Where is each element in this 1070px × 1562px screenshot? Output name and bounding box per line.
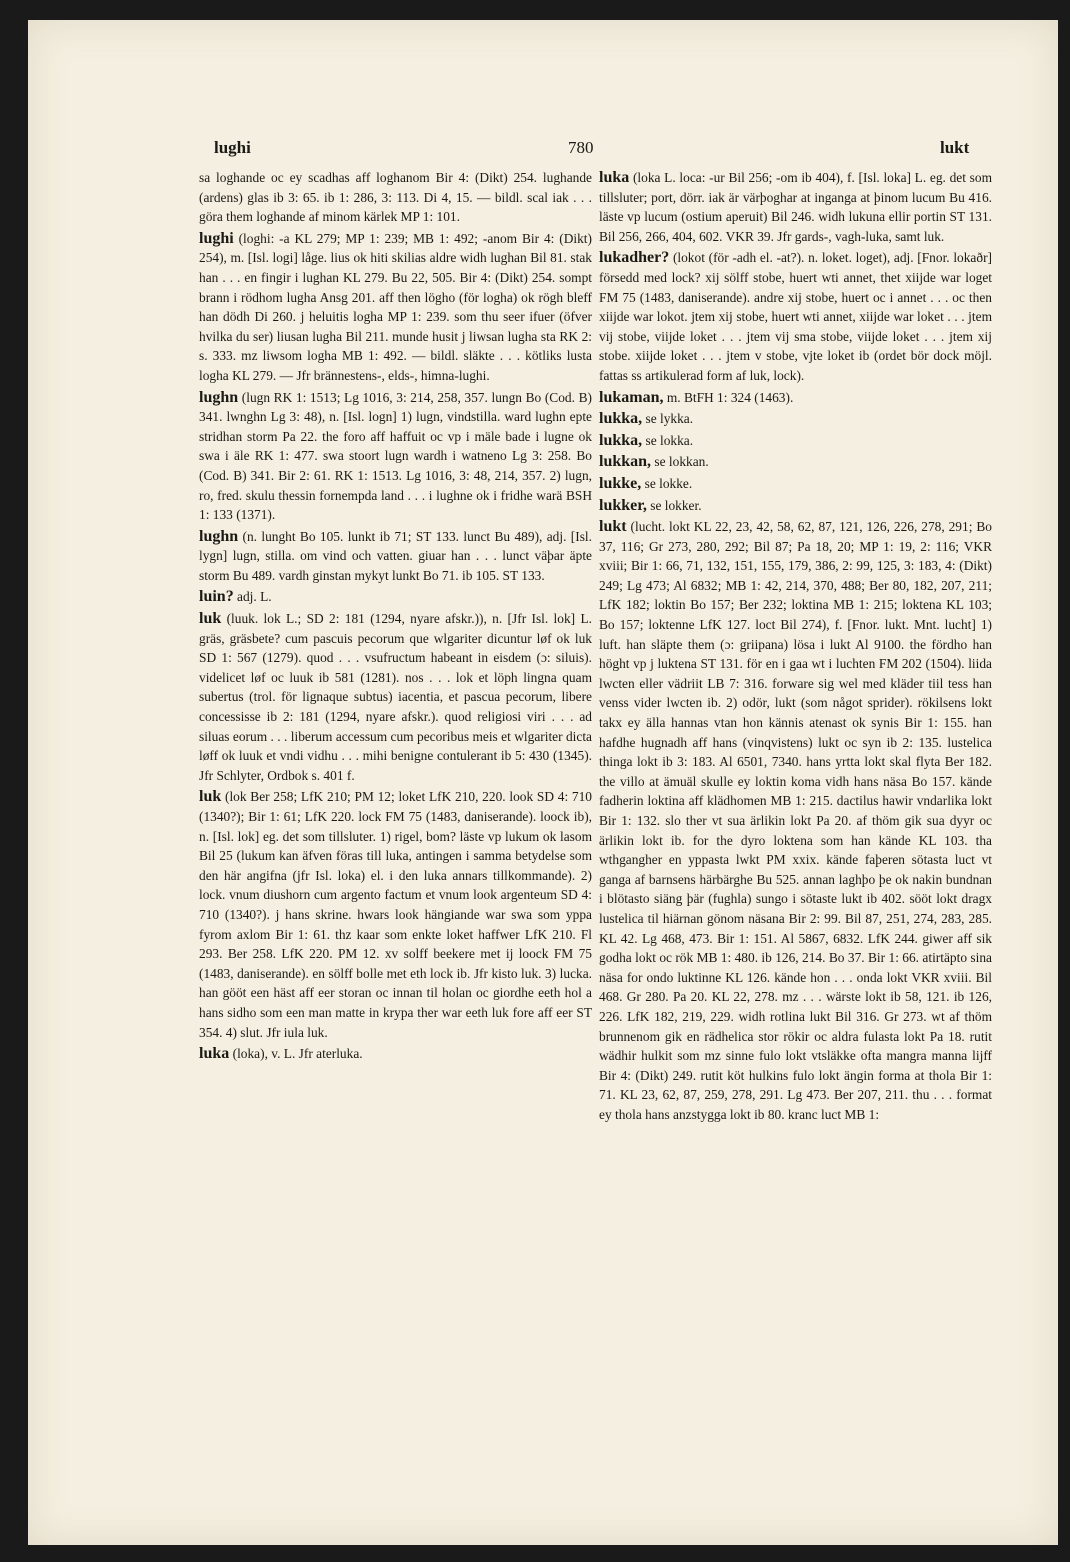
entry: [599, 474, 992, 494]
entry-headword: lukker,: [599, 496, 647, 514]
entry: [199, 587, 592, 607]
entry: [199, 388, 592, 525]
entry-text: (lugn RK 1: 1513; Lg 1016, 3: 214, 258, 357. lungn Bo (Cod. B) 341. lwnghn Lg 3: 48), n. [Isl. logn] 1) lugn, vindstilla. ward lughn epte stridhan storm Pa 22. the foro aff haffuit oc vp i mäle bade i lugne ok swa i äle RK 1: 477. swa stoort lugn wardh i watneno Lg 3: 258. Bo (Cod. B) 341. Bir 2: 61. RK 1: 1513. Lg 1016, 3: 48, 214, 357. 2) lugn, ro, fred. skulu thessin fornempda land . . . i lughne ok i fridhe warä BSH 1: 133 (1371).: [199, 389, 592, 523]
left-column: [199, 168, 592, 1398]
entry-headword: luin?: [199, 588, 234, 606]
entry-headword: lukadher?: [599, 249, 670, 267]
entry-text: (lok Ber 258; LfK 210; PM 12; loket LfK 210, 220. look SD 4: 710 (1340?); Bir 1: 61; LfK 220. lock FM 75 (1483, daniserande). loock ib), n. [Isl. lok] eg. det som tillsluter. 1) rigel, bom? läste vp lukum ok lasom Bil 25 (lukum kan äfven föras till luka, antingen i samma betydelse som den här angifna (jfr Isl. loka) el. i den luka annars tillkommande). 2) lock. vnum diushorn cum argento factum et vnum look argenteum SD 4: 710 (1340?). j hans skrine. hwars look hängiande war swa som yppa fyrom axlom Bir 1: 61. thz kaar som enkte loket haffwer LfK 210. Fl 293. Ber 258. LfK 220. PM 12. xv solff beekere met ij loock FM 75 (1483, daniserande). en sölff bolle met eth lock ib. Jfr kisto luk. 3) lucka. han gööt een häst aff eer storan oc innan til holan oc giordhe eeth hol a hans sidho som een man matte in krypa ther war eeth luk fore aff eer ST 354. 4) slut. Jfr iula luk.: [199, 789, 592, 1040]
entry-headword: lukaman,: [599, 388, 664, 406]
entry: [199, 787, 592, 1042]
entry-text: se lokka.: [645, 432, 694, 448]
header-left-word: lughi: [214, 138, 251, 157]
entry-headword: lukka,: [599, 410, 643, 428]
entry-headword: luk: [199, 788, 222, 806]
entry: [599, 452, 992, 472]
dictionary-page: [28, 20, 1058, 1545]
entry-text: (lucht. lokt KL 22, 23, 42, 58, 62, 87, 121, 126, 226, 278, 291; Bo 37, 116; Gr 273, 280, 292; Bil 87; Pa 18, 20; MP 1: 19, 2: 116; VKR xviii; Bir 1: 66, 71, 132, 151, 155, 179, 386, 2: 99, 125, 3: 183, 4: (Dikt) 249; Lg 473; Al 6832; MB 1: 42, 214, 370, 488; Ber 80, 182, 207, 211; LfK 182; loktin Bo 157; Ber 232; loktina MB 1: 215; loktena KL 103; Bo 157; loktenne LfK 127. loct Bil 274), f. [Fnor. lukt. Mnt. lucht] 1) luft. han släpte them (ɔ: griipana) lösa i lukt Al 9100. the fördho han höght vp j luktena ST 131. för en i gaa wt i luchten FM 202 (1504). liida lwcten eller vädriit LB 7: 316. forware sig wel med kläder tiil tess han venss vider lwcten ib. 2) odör, lukt (som något sprider). rökilsens lokt takx ey älla hannas vtan hon kännis atenast ok synis Bir 1: 155. han hafdhe hugnadh aff hans (vinqvistens) lukt oc syn ib 2: 135. lustelica thinga lokt ib 3: 183. Al 6501, 7340. hans yrtta lokt skal flyta Ber 182. the villo at ämuäl skulle ey loktin koma vidh hans näsa Bo 157. kände fadherin loktina aff klädhomen MB 1: 215. dactilus hawir vndarlika lokt Bir 1: 132. slo ther vt sua ärlikin lokt Pa 20. af thöm gik sua dyyr oc ärlikin lokt ib. for the dyro loktena som han kände KL 103. tha wthgangher en yppasta lwkt PM xxix. kände faþeren sötasta luct vt ganga af barnsens härbärghe Bu 525. annan laghþo þe ok nakin bundnan i blötasto siäng þär (fughla) sungo i sötaste lukt ib 402. sööt lokt dragx lustelica til hiärnan gönom näsana Bir 2: 99. Bil 87, 251, 274, 283, 285. KL 42. Lg 468, 473. Bir 1: 151. Al 5867, 6832. LfK 244. giwer aff sik godha lokt oc rök MB 1: 480. ib 126, 214. Bo 37. Bir 1: 66. atirtäpto sina näsa for ondo luktinne KL 126. kände hon . . . onda lokt VKR xviii. Bil 468. Gr 280. Pa 20. KL 22, 278. mz . . . wärste lokt ib 58, 121. ib 126, 226. LfK 182, 219, 229. widh rotlina lukt Bil 316. Gr 273. wt af thöm brunnenom gik en rädhelica stor rökir oc aldra fulasta lokt Pa 18. rutit wädhir hulkit som mz sinne fulo lokt vtsläkke ofta mangra manna lijff Bir 4: (Dikt) 249. rutit köt hulkins fulo lokt ängin forma at thola Bir 1: 71. KL 23, 62, 87, 259, 278, 291. Lg 473. Ber 207, 211. thu . . . format ey thola hans anzstygga lokt ib 80. kranc luct MB 1:: [599, 519, 992, 1122]
entry-headword: luka: [199, 1045, 230, 1063]
entry-text: (loka L. loca: -ur Bil 256; -om ib 404), f. [Isl. loka] L. eg. det som tillsluter; port, dörr. iak är värþoghar at inganga at þinom lucum Bu 416. läste vp lucum (ostium aperuit) Bil 246. widh lukuna ellir portin ST 131. Bil 256, 266, 404, 602. VKR 39. Jfr gards-, vagh-luka, samt luk.: [599, 170, 992, 244]
entry: [599, 409, 992, 429]
entry-text: se lokke.: [644, 475, 693, 491]
entry-text: (n. lunght Bo 105. lunkt ib 71; ST 133. lunct Bu 489), adj. [Isl. lygn] lugn, stilla. om vind och vatten. giuar han . . . lunct väþar äpte storm Bu 489. vardh ginstan mykyt lunkt Bo 71. ib 105. ST 133.: [199, 528, 592, 583]
entry-headword: luka: [599, 169, 630, 186]
entry-text: (loka), v. L. Jfr aterluka.: [232, 1046, 363, 1062]
entry-text: se lokker.: [650, 497, 702, 513]
running-head: [28, 138, 1058, 168]
entry: [599, 248, 992, 385]
entry: [599, 168, 992, 246]
entry-headword: lukke,: [599, 474, 642, 492]
entry-headword: lukka,: [599, 431, 643, 449]
entry: [199, 229, 592, 386]
entry-headword: lughn: [199, 527, 239, 545]
header-right-word: lukt: [940, 138, 970, 157]
right-column: [599, 168, 992, 1398]
entry-text: se lykka.: [645, 411, 694, 427]
entry-headword: lughn: [199, 388, 239, 406]
entry-text: (luuk. lok L.; SD 2: 181 (1294, nyare afskr.)), n. [Jfr Isl. lok] L. gräs, gräsbete? cum pascuis pecorum que wlgariter dicuntur løf ok luk SD 1: 567 (1279). quod . . . vsufructum habeant in eisdem (ɔ: siluis). videlicet løf oc luuk ib 581 (1281). nos . . . lok et löph lingna quam subertus (trol. för lignaque subtus) iacentia, et pascua pecorum, libere concessisse ib 2: 181 (1294, nyare afskr.). quod religiosi viri . . . ad siluas eorum . . . liberum accessum cum pecoribus meis et wlgariter dicta løff ok luuk et vndi vidhu . . . mihi benigne contulerant ib 5: 430 (1345). Jfr Schlyter, Ordbok s. 401 f.: [199, 611, 592, 783]
entry-text: adj. L.: [237, 589, 272, 605]
entry-text: (lokot (för -adh el. -at?). n. loket. loget), adj. [Fnor. lokaðr] försedd med lock? xij sölff stobe, huert wti annet, thet xiijde war loget FM 75 (1483, daniserande). andre xij stobe, huert oc i annet . . . oc then xiijde war lokot. jtem xij stobe, huert wti annet, xiijde war loket . . . jtem vij stobe, viijde loket . . . jtem vij sma stobe, viijde loket . . . jtem xij stobe. xiijde loket . . . jtem v stobe, vjte loket ib (ordet bör dock möjl. fattas ss artikulerad form af luk, lock).: [599, 250, 992, 383]
entry: [599, 388, 992, 408]
entry-headword: lukkan,: [599, 453, 652, 471]
entry: [199, 1044, 592, 1064]
entry: [199, 609, 592, 785]
entry: [599, 517, 992, 1124]
entry-text: sa loghande oc ey scadhas aff loghanom Bir 4: (Dikt) 254. lughande (ardens) glas ib 3: 65. ib 1: 286, 3: 113. Di 4, 15. — bildl. scal iak . . . göra them loghande af minom kärlek MP 1: 101.: [199, 170, 592, 225]
entry-headword: lukt: [599, 518, 627, 536]
entry-headword: lughi: [199, 229, 234, 247]
entry: [199, 168, 592, 227]
entry-text: m. BtFH 1: 324 (1463).: [666, 389, 794, 405]
page-number: 780: [568, 138, 594, 157]
entry-text: (loghi: -a KL 279; MP 1: 239; MB 1: 492; -anom Bir 4: (Dikt) 254), m. [Isl. logi] låge. lius ok hiti skilias aldre widh lughan Bil 81. stak han . . . en fingir i lughan KL 279. Bu 22, 505. Bir 4: (Dikt) 254. sompt brann i rödhom lugha Ansg 201. aff then lögho (för logha) ok rögh bleff han dödh Di 260. j heluitis logha MP 1: 239. som thu seer ifuer (öfver hvilka du ser) liusan lugha Bil 211. munde husit j liwsan lugha sta RK 2: s. 333. mz liwsom logha MB 1: 492. — bildl. släkte . . . kötliks lusta logha KL 279. — Jfr brännestens-, elds-, himna-lughi.: [199, 230, 592, 383]
entry: [199, 527, 592, 586]
entry-text: se lokkan.: [654, 454, 709, 470]
entry: [599, 431, 992, 451]
entry: [599, 496, 992, 516]
entry-headword: luk: [199, 610, 222, 628]
